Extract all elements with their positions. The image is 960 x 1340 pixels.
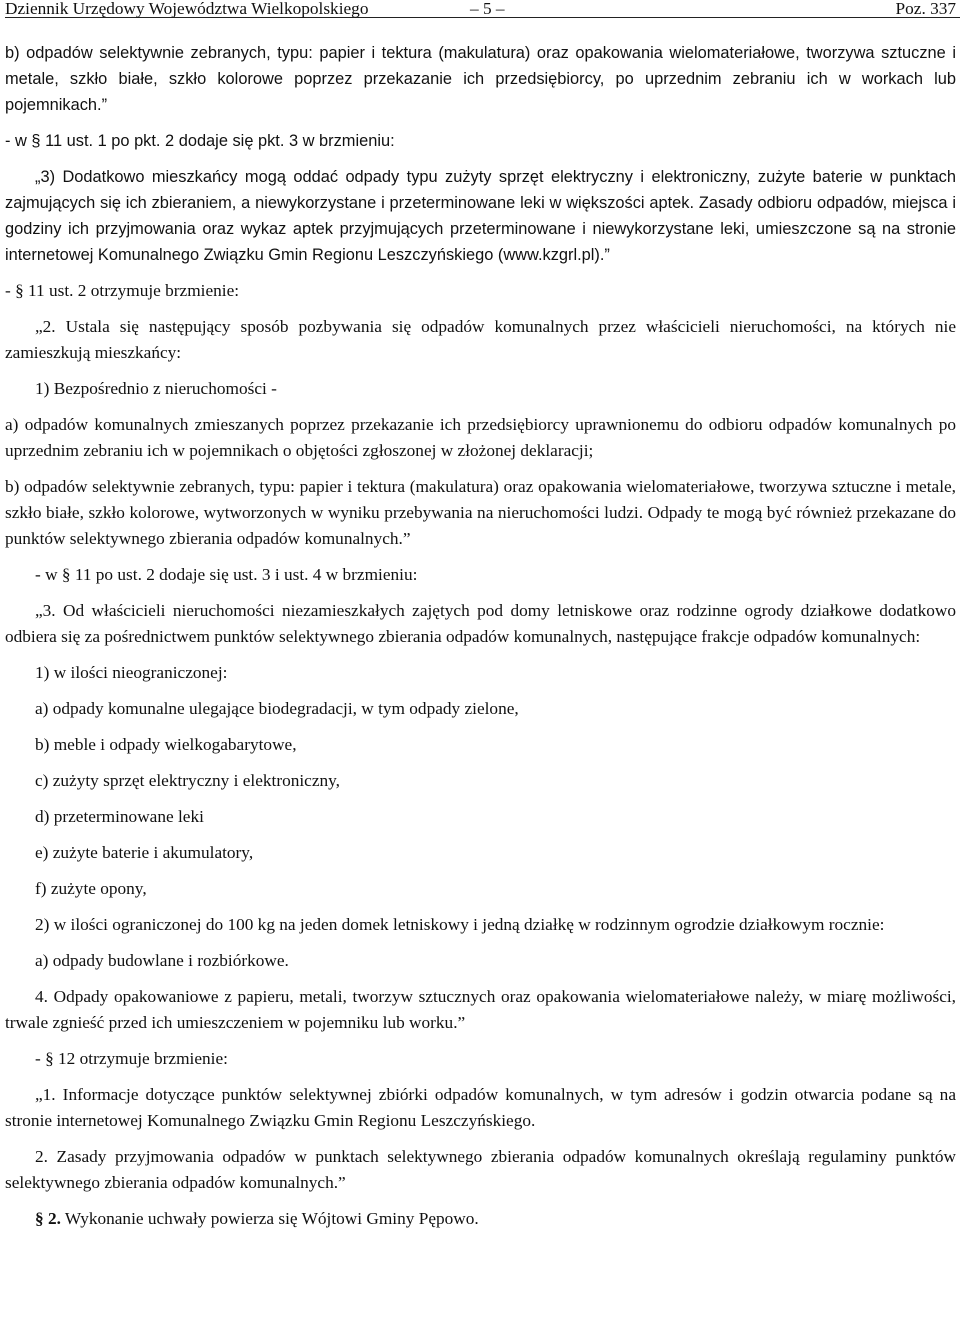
paragraph: a) odpady komunalne ulegające biodegradacji, w tym odpady zielone, — [35, 699, 519, 718]
paragraph: 1) Bezpośrednio z nieruchomości - — [35, 379, 277, 398]
journal-title: Dziennik Urzędowy Województwa Wielkopolskiego — [5, 0, 369, 18]
paragraph: d) przeterminowane leki — [35, 807, 204, 826]
paragraph: c) zużyty sprzęt elektryczny i elektroniczny, — [35, 771, 340, 790]
paragraph: 2) w ilości ograniczonej do 100 kg na jeden domek letniskowy i jedną działkę w rodzinnym ogrodzie działkowym rocznie: — [35, 915, 885, 934]
position-number: Poz. 337 — [895, 0, 956, 18]
paragraph: f) zużyte opony, — [35, 879, 147, 898]
paragraph: 1) w ilości nieograniczonej: — [35, 663, 228, 682]
paragraph: - § 12 otrzymuje brzmienie: — [35, 1049, 228, 1068]
paragraph: e) zużyte baterie i akumulatory, — [35, 843, 254, 862]
paragraph: „3) Dodatkowo mieszkańcy mogą oddać odpady typu zużyty sprzęt elektryczny i elektroniczny, zużyte baterie w punktach zajmujących się ich zbieraniem, a niewykorzystane i przeterminowane leki w większości aptek. Zasady odbioru odpadów, miejsca i godziny ich przyjmowania oraz wykaz aptek przyjmujących przeterminowane i niewykorzystane leki, umieszczone są na stronie internetowej Komunalnego Związku Gmin Regionu Leszczyńskiego (www.kzgrl.pl).” — [5, 168, 956, 264]
paragraph: 4. Odpady opakowaniowe z papieru, metali, tworzyw sztucznych oraz opakowania wielomateriałowe należy, w miarę możliwości, trwale zgnieść przed ich umieszczeniem w pojemniku lub worku.” — [5, 987, 956, 1032]
document-body — [5, 18, 956, 1196]
paragraph: „3. Od właścicieli nieruchomości niezamieszkałych zajętych pod domy letniskowe oraz rodzinne ogrody działkowe dodatkowo odbiera się za pośrednictwem punktów selektywnego zbierania odpadów komunalnych, następujące frakcje odpadów komunalnych: — [5, 601, 956, 646]
section-text: Wykonanie uchwały powierza się Wójtowi Gminy Pępowo. — [60, 1209, 479, 1228]
paragraph: - w § 11 ust. 1 po pkt. 2 dodaje się pkt. 3 w brzmieniu: — [5, 132, 395, 150]
paragraph: - w § 11 po ust. 2 dodaje się ust. 3 i ust. 4 w brzmieniu: — [35, 565, 418, 584]
paragraph: a) odpady budowlane i rozbiórkowe. — [35, 951, 289, 970]
page-header — [5, 0, 960, 18]
page-number: – 5 – — [470, 0, 505, 18]
paragraph: „1. Informacje dotyczące punktów selektywnej zbiórki odpadów komunalnych, w tym adresów i godzin otwarcia podane są na stronie internetowej Komunalnego Związku Gmin Regionu Leszczyńskiego. — [5, 1085, 956, 1130]
paragraph: 2. Zasady przyjmowania odpadów w punktach selektywnego zbierania odpadów komunalnych określają regulaminy punktów selektywnego zbierania odpadów komunalnych.” — [5, 1147, 956, 1192]
paragraph: a) odpadów komunalnych zmieszanych poprzez przekazanie ich przedsiębiorcy uprawnionemu do odbioru odpadów komunalnych po uprzednim zebraniu ich w pojemnikach o objętości zgłoszonej w złożonej deklaracji; — [5, 415, 956, 460]
section-label: § 2. — [35, 1209, 61, 1228]
paragraph: b) odpadów selektywnie zebranych, typu: papier i tektura (makulatura) oraz opakowania wielomateriałowe, tworzywa sztuczne i metale, szkło białe, szkło kolorowe, wytworzonych w wyniku przebywania na nieruchomości ludzi. Odpady te mogą być również przekazane do punktów selektywnego zbierania odpadów komunalnych.” — [5, 477, 956, 548]
paragraph: „2. Ustala się następujący sposób pozbywania się odpadów komunalnych przez właścicieli nieruchomości, na których nie zamieszkują mieszkańcy: — [5, 317, 956, 362]
final-paragraph — [5, 1206, 956, 1232]
paragraph: b) meble i odpady wielkogabarytowe, — [35, 735, 297, 754]
paragraph: b) odpadów selektywnie zebranych, typu: papier i tektura (makulatura) oraz opakowania wielomateriałowe, tworzywa sztuczne i metale, szkło białe, szkło kolorowe poprzez przekazanie ich przedsiębiorcy, po uprzednim zebraniu ich w workach lub pojemnikach.” — [5, 44, 956, 114]
paragraph: - § 11 ust. 2 otrzymuje brzmienie: — [5, 281, 240, 300]
